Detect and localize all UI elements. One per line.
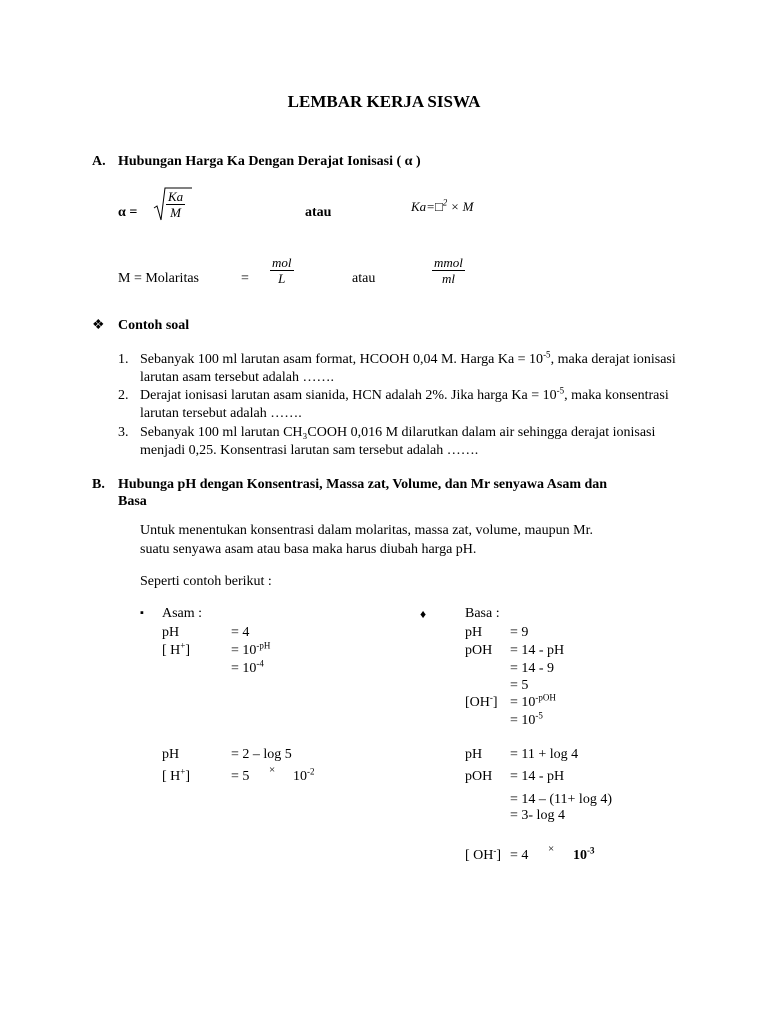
asam-h2-label: [ H+]	[162, 766, 191, 784]
list-item: 1. Sebanyak 100 ml larutan asam format, HCOOH 0,04 M. Harga $Ka = 10^{-5}$, maka derajat ionisasi larutan asam tersebut adalah …….	[118, 349, 676, 385]
contoh-bullet-icon: ❖	[92, 318, 105, 333]
list-item: 2. Derajat ionisasi larutan asam sianida, HCN adalah 2%. Jika harga $Ka = 10^{-5}$, maka konsentrasi larutan tersebut adalah …….	[118, 385, 669, 421]
section-a-heading: Hubungan Harga Ka Dengan Derajat Ionisasi ( α )	[118, 154, 421, 169]
contoh-heading: Contoh soal	[118, 318, 190, 333]
basa-poh-label: pOH	[465, 643, 493, 658]
asam-h2-value: = 5	[231, 769, 250, 784]
atau-label-2: atau	[352, 271, 376, 286]
fraction-numerator: mol	[272, 255, 292, 270]
sqrt-numerator: Ka	[168, 189, 184, 204]
fraction-mmol-per-ml	[432, 255, 465, 286]
basa-oh2-label: [ OH-]	[465, 845, 502, 863]
basa-oh2-value: = 4	[510, 848, 529, 863]
basa-label: Basa :	[465, 606, 500, 621]
basa-oh-value-2: = $10^{-5}$	[510, 710, 543, 728]
asam-h2-power: $10^{-2}$	[293, 766, 315, 784]
basa-ph-value: = 9	[510, 625, 529, 640]
basa-oh2-power: $10^{-3}$	[573, 845, 595, 863]
times-sign: ×	[548, 843, 555, 855]
fraction-mol-per-l	[270, 255, 294, 286]
basa-poh-value: = 14 - pH	[510, 643, 565, 658]
basa-ph2-label: pH	[465, 747, 483, 762]
basa-oh-label: [OH-]	[465, 692, 498, 710]
asam-ph2-value: = 2 – log 5	[231, 747, 292, 762]
molarity-label: M = Molaritas	[118, 271, 199, 286]
section-a-marker: A.	[92, 154, 106, 169]
fraction-denominator: L	[278, 271, 286, 286]
section-b-heading-line1: Hubunga pH dengan Konsentrasi, Massa zat, Volume, dan Mr senyawa Asam dan	[118, 477, 608, 492]
section-b-heading-line2: Basa	[118, 494, 147, 509]
fraction-denominator: ml	[441, 271, 455, 286]
asam-ph-value: = 4	[231, 625, 250, 640]
alpha-equation: α =	[118, 205, 138, 220]
basa-poh2-value-2: = 14 – (11+ log 4)	[510, 792, 612, 807]
basa-ph2-value: = 11 + log 4	[510, 747, 579, 762]
equals-sign: =	[241, 271, 249, 286]
section-b-marker: B.	[92, 477, 105, 492]
asam-h-label: [ H+]	[162, 640, 191, 658]
basa-poh2-value-3: = 3- log 4	[510, 808, 565, 823]
basa-poh-value-3: = 5	[510, 678, 529, 693]
asam-h-value-2: = $10^{-4}$	[231, 658, 264, 676]
fraction-numerator: mmol	[434, 255, 463, 270]
ka-formula: Ka=□$^2$ × M	[411, 197, 474, 214]
asam-bullet-icon: ▪	[140, 607, 144, 619]
asam-h-value: = $10^{-pH}$	[231, 640, 271, 658]
atau-label-1: atau	[305, 205, 332, 220]
page-title: LEMBAR KERJA SISWA	[287, 92, 481, 111]
asam-ph2-label: pH	[162, 747, 180, 762]
basa-oh-value: = $10^{-pOH}$	[510, 692, 556, 710]
basa-bullet-icon: ♦	[420, 607, 427, 621]
asam-label: Asam :	[162, 606, 203, 621]
basa-ph-label: pH	[465, 625, 483, 640]
basa-poh2-value: = 14 - pH	[510, 769, 565, 784]
paragraph-line: Untuk menentukan konsentrasi dalam molaritas, massa zat, volume, maupun Mr.	[140, 523, 593, 538]
list-item: 3. Sebanyak 100 ml larutan CH₃COOH 0,016 M dilarutkan dalam air sehingga derajat ionisasi menjadi 0,25. Konsentrasi larutan sam tersebut adalah …….	[118, 425, 656, 458]
asam-ph-label: pH	[162, 625, 180, 640]
paragraph-line: Seperti contoh berikut :	[140, 574, 272, 589]
times-sign: ×	[269, 764, 276, 776]
paragraph-line: suatu senyawa asam atau basa maka harus diubah harga pH.	[140, 542, 477, 557]
basa-poh2-label: pOH	[465, 769, 493, 784]
sqrt-formula	[152, 186, 194, 226]
sqrt-denominator: M	[170, 205, 181, 220]
basa-poh-value-2: = 14 - 9	[510, 661, 555, 676]
